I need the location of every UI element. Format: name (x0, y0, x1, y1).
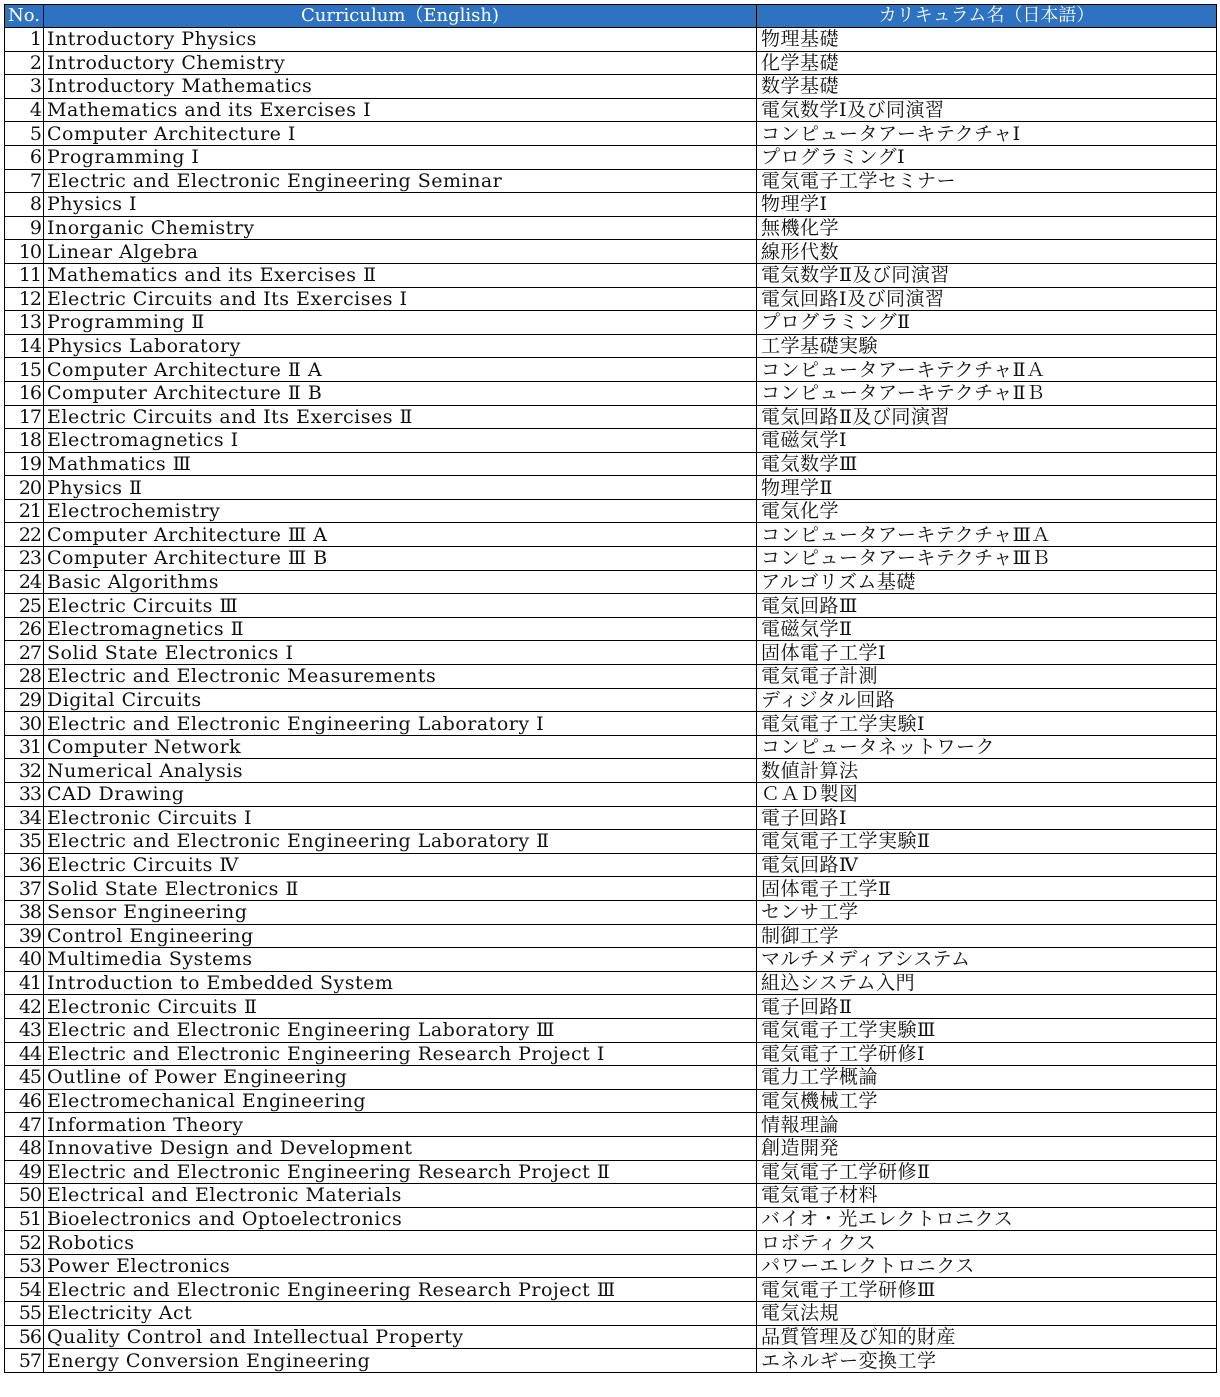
course-name-japanese: 情報理論 (757, 1113, 1217, 1137)
course-name-english: Electrochemistry (44, 499, 757, 523)
row-number: 46 (5, 1089, 44, 1113)
row-number: 20 (5, 476, 44, 500)
course-name-japanese: パワーエレクトロニクス (757, 1254, 1217, 1278)
course-name-japanese: 固体電子工学Ⅱ (757, 877, 1217, 901)
table-row (5, 1278, 1217, 1302)
table-row (5, 971, 1217, 995)
course-name-japanese: 組込システム入門 (757, 971, 1217, 995)
course-name-japanese: 化学基礎 (757, 51, 1217, 75)
table-row (5, 476, 1217, 500)
curriculum-table (4, 4, 1217, 1373)
course-name-japanese: アルゴリズム基礎 (757, 570, 1217, 594)
table-row (5, 1349, 1217, 1373)
course-name-japanese: 電子回路Ⅱ (757, 995, 1217, 1019)
row-number: 51 (5, 1207, 44, 1231)
table-row (5, 948, 1217, 972)
row-number: 4 (5, 98, 44, 122)
table-row (5, 452, 1217, 476)
row-number: 32 (5, 759, 44, 783)
course-name-japanese: コンピュータアーキテクチャⅡＢ (757, 381, 1217, 405)
table-row (5, 1018, 1217, 1042)
course-name-english: Power Electronics (44, 1254, 757, 1278)
course-name-japanese: 電気法規 (757, 1302, 1217, 1326)
table-row (5, 334, 1217, 358)
table-row (5, 759, 1217, 783)
table-row (5, 311, 1217, 335)
course-name-english: Robotics (44, 1231, 757, 1255)
course-name-japanese: 電気電子材料 (757, 1184, 1217, 1208)
table-row (5, 1207, 1217, 1231)
row-number: 26 (5, 617, 44, 641)
row-number: 54 (5, 1278, 44, 1302)
row-number: 30 (5, 712, 44, 736)
course-name-english: Mathematics and its Exercises Ⅰ (44, 98, 757, 122)
row-number: 45 (5, 1066, 44, 1090)
row-number: 25 (5, 594, 44, 618)
course-name-japanese: コンピュータネットワーク (757, 735, 1217, 759)
row-number: 33 (5, 783, 44, 807)
row-number: 29 (5, 688, 44, 712)
row-number: 47 (5, 1113, 44, 1137)
table-row (5, 1184, 1217, 1208)
course-name-english: Programming Ⅱ (44, 311, 757, 335)
table-row (5, 75, 1217, 99)
row-number: 41 (5, 971, 44, 995)
table-row (5, 1231, 1217, 1255)
course-name-japanese: 電気数学Ⅱ及び同演習 (757, 263, 1217, 287)
course-name-english: Computer Architecture Ⅱ A (44, 358, 757, 382)
course-name-english: Electric and Electronic Engineering Research Project Ⅲ (44, 1278, 757, 1302)
table-row (5, 145, 1217, 169)
row-number: 52 (5, 1231, 44, 1255)
course-name-english: Electronic Circuits Ⅱ (44, 995, 757, 1019)
row-number: 27 (5, 641, 44, 665)
table-row (5, 547, 1217, 571)
row-number: 53 (5, 1254, 44, 1278)
course-name-japanese: 数学基礎 (757, 75, 1217, 99)
course-name-japanese: 制御工学 (757, 924, 1217, 948)
course-name-english: Basic Algorithms (44, 570, 757, 594)
course-name-english: Computer Network (44, 735, 757, 759)
header-row (5, 5, 1217, 28)
row-number: 50 (5, 1184, 44, 1208)
course-name-japanese: 電気電子工学研修Ⅲ (757, 1278, 1217, 1302)
course-name-english: Electric and Electronic Engineering Research Project Ⅱ (44, 1160, 757, 1184)
table-row (5, 499, 1217, 523)
course-name-japanese: 工学基礎実験 (757, 334, 1217, 358)
table-row (5, 641, 1217, 665)
course-name-english: Innovative Design and Development (44, 1136, 757, 1160)
table-row (5, 287, 1217, 311)
course-name-english: Programming Ⅰ (44, 145, 757, 169)
table-row (5, 1042, 1217, 1066)
course-name-english: Computer Architecture Ⅰ (44, 122, 757, 146)
course-name-english: Electromechanical Engineering (44, 1089, 757, 1113)
row-number: 18 (5, 429, 44, 453)
table-body (5, 28, 1217, 1373)
course-name-english: Computer Architecture Ⅱ B (44, 381, 757, 405)
row-number: 9 (5, 216, 44, 240)
table-row (5, 853, 1217, 877)
table-row (5, 1325, 1217, 1349)
row-number: 6 (5, 145, 44, 169)
table-row (5, 1066, 1217, 1090)
table-row (5, 783, 1217, 807)
row-number: 7 (5, 169, 44, 193)
course-name-japanese: 品質管理及び知的財産 (757, 1325, 1217, 1349)
course-name-english: Electric and Electronic Engineering Laboratory Ⅲ (44, 1018, 757, 1042)
course-name-english: Computer Architecture Ⅲ A (44, 523, 757, 547)
course-name-english: Quality Control and Intellectual Property (44, 1325, 757, 1349)
row-number: 49 (5, 1160, 44, 1184)
row-number: 28 (5, 665, 44, 689)
course-name-english: Computer Architecture Ⅲ B (44, 547, 757, 571)
course-name-japanese: コンピュータアーキテクチャⅢＢ (757, 547, 1217, 571)
course-name-english: Physics Ⅰ (44, 193, 757, 217)
row-number: 19 (5, 452, 44, 476)
row-number: 1 (5, 28, 44, 52)
table-row (5, 28, 1217, 52)
course-name-japanese: コンピュータアーキテクチャⅢＡ (757, 523, 1217, 547)
row-number: 12 (5, 287, 44, 311)
course-name-japanese: ＣＡＤ製図 (757, 783, 1217, 807)
table-row (5, 995, 1217, 1019)
table-row (5, 429, 1217, 453)
course-name-english: Energy Conversion Engineering (44, 1349, 757, 1373)
row-number: 42 (5, 995, 44, 1019)
table-row (5, 688, 1217, 712)
course-name-english: Electric Circuits Ⅳ (44, 853, 757, 877)
row-number: 21 (5, 499, 44, 523)
course-name-japanese: 電気電子工学実験Ⅱ (757, 830, 1217, 854)
row-number: 57 (5, 1349, 44, 1373)
header-no: No. (5, 5, 44, 28)
table-row (5, 806, 1217, 830)
course-name-english: Electricity Act (44, 1302, 757, 1326)
row-number: 31 (5, 735, 44, 759)
course-name-english: Mathmatics Ⅲ (44, 452, 757, 476)
course-name-english: Solid State Electronics Ⅰ (44, 641, 757, 665)
row-number: 13 (5, 311, 44, 335)
course-name-japanese: 固体電子工学Ⅰ (757, 641, 1217, 665)
row-number: 48 (5, 1136, 44, 1160)
table-row (5, 830, 1217, 854)
course-name-english: Introductory Mathematics (44, 75, 757, 99)
table-row (5, 1302, 1217, 1326)
course-name-english: Bioelectronics and Optoelectronics (44, 1207, 757, 1231)
course-name-japanese: 物理学Ⅱ (757, 476, 1217, 500)
row-number: 22 (5, 523, 44, 547)
course-name-english: Linear Algebra (44, 240, 757, 264)
course-name-english: Electromagnetics Ⅱ (44, 617, 757, 641)
course-name-english: Electric and Electronic Engineering Seminar (44, 169, 757, 193)
table-row (5, 216, 1217, 240)
table-row (5, 263, 1217, 287)
table-row (5, 617, 1217, 641)
course-name-japanese: 電力工学概論 (757, 1066, 1217, 1090)
table-row (5, 665, 1217, 689)
course-name-japanese: 電気電子工学研修Ⅱ (757, 1160, 1217, 1184)
row-number: 14 (5, 334, 44, 358)
course-name-japanese: 創造開発 (757, 1136, 1217, 1160)
course-name-english: Electric and Electronic Measurements (44, 665, 757, 689)
row-number: 44 (5, 1042, 44, 1066)
course-name-japanese: 無機化学 (757, 216, 1217, 240)
course-name-english: Physics Laboratory (44, 334, 757, 358)
row-number: 8 (5, 193, 44, 217)
row-number: 43 (5, 1018, 44, 1042)
course-name-english: Electromagnetics Ⅰ (44, 429, 757, 453)
row-number: 23 (5, 547, 44, 571)
table-row (5, 358, 1217, 382)
course-name-japanese: 電気電子工学セミナー (757, 169, 1217, 193)
row-number: 15 (5, 358, 44, 382)
row-number: 37 (5, 877, 44, 901)
course-name-english: Electronic Circuits Ⅰ (44, 806, 757, 830)
course-name-english: Electric and Electronic Engineering Research Project Ⅰ (44, 1042, 757, 1066)
course-name-english: Electric Circuits and Its Exercises Ⅱ (44, 405, 757, 429)
header-english: Curriculum（English) (44, 5, 757, 28)
course-name-japanese: 電気回路Ⅰ及び同演習 (757, 287, 1217, 311)
course-name-english: Electrical and Electronic Materials (44, 1184, 757, 1208)
course-name-japanese: 電気回路Ⅲ (757, 594, 1217, 618)
course-name-japanese: コンピュータアーキテクチャⅠ (757, 122, 1217, 146)
row-number: 17 (5, 405, 44, 429)
course-name-japanese: 電気数学Ⅰ及び同演習 (757, 98, 1217, 122)
row-number: 35 (5, 830, 44, 854)
table-row (5, 381, 1217, 405)
course-name-japanese: 電気回路Ⅳ (757, 853, 1217, 877)
row-number: 40 (5, 948, 44, 972)
course-name-english: Introduction to Embedded System (44, 971, 757, 995)
course-name-japanese: バイオ・光エレクトロニクス (757, 1207, 1217, 1231)
course-name-japanese: 電気化学 (757, 499, 1217, 523)
course-name-english: Sensor Engineering (44, 900, 757, 924)
table-row (5, 193, 1217, 217)
table-row (5, 1113, 1217, 1137)
course-name-english: Mathematics and its Exercises Ⅱ (44, 263, 757, 287)
course-name-english: Numerical Analysis (44, 759, 757, 783)
row-number: 55 (5, 1302, 44, 1326)
course-name-japanese: ディジタル回路 (757, 688, 1217, 712)
row-number: 11 (5, 263, 44, 287)
course-name-japanese: 数値計算法 (757, 759, 1217, 783)
course-name-japanese: 電子回路Ⅰ (757, 806, 1217, 830)
table-row (5, 122, 1217, 146)
table-row (5, 1136, 1217, 1160)
row-number: 56 (5, 1325, 44, 1349)
table-row (5, 169, 1217, 193)
course-name-english: Electric Circuits and Its Exercises Ⅰ (44, 287, 757, 311)
table-row (5, 405, 1217, 429)
table-row (5, 594, 1217, 618)
course-name-japanese: センサ工学 (757, 900, 1217, 924)
course-name-japanese: 電気電子計測 (757, 665, 1217, 689)
row-number: 34 (5, 806, 44, 830)
course-name-japanese: エネルギー変換工学 (757, 1349, 1217, 1373)
course-name-english: Solid State Electronics Ⅱ (44, 877, 757, 901)
row-number: 5 (5, 122, 44, 146)
course-name-english: Digital Circuits (44, 688, 757, 712)
row-number: 24 (5, 570, 44, 594)
header-japanese: カリキュラム名（日本語） (757, 5, 1217, 28)
table-row (5, 900, 1217, 924)
course-name-english: Information Theory (44, 1113, 757, 1137)
row-number: 3 (5, 75, 44, 99)
course-name-english: Introductory Physics (44, 28, 757, 52)
course-name-english: Outline of Power Engineering (44, 1066, 757, 1090)
row-number: 2 (5, 51, 44, 75)
table-row (5, 570, 1217, 594)
course-name-english: Electric Circuits Ⅲ (44, 594, 757, 618)
row-number: 36 (5, 853, 44, 877)
table-row (5, 240, 1217, 264)
course-name-japanese: 物理学Ⅰ (757, 193, 1217, 217)
table-header (5, 5, 1217, 28)
table-row (5, 924, 1217, 948)
course-name-japanese: 物理基礎 (757, 28, 1217, 52)
course-name-japanese: 電磁気学Ⅱ (757, 617, 1217, 641)
course-name-english: Physics Ⅱ (44, 476, 757, 500)
course-name-japanese: 電気電子工学実験Ⅲ (757, 1018, 1217, 1042)
table-row (5, 1089, 1217, 1113)
course-name-english: Control Engineering (44, 924, 757, 948)
row-number: 38 (5, 900, 44, 924)
course-name-english: Introductory Chemistry (44, 51, 757, 75)
course-name-japanese: 線形代数 (757, 240, 1217, 264)
table-row (5, 877, 1217, 901)
course-name-japanese: ロボティクス (757, 1231, 1217, 1255)
course-name-english: CAD Drawing (44, 783, 757, 807)
table-row (5, 1160, 1217, 1184)
course-name-japanese: コンピュータアーキテクチャⅡＡ (757, 358, 1217, 382)
course-name-japanese: 電気回路Ⅱ及び同演習 (757, 405, 1217, 429)
course-name-japanese: 電磁気学Ⅰ (757, 429, 1217, 453)
row-number: 16 (5, 381, 44, 405)
course-name-english: Multimedia Systems (44, 948, 757, 972)
table-row (5, 1254, 1217, 1278)
course-name-japanese: 電気機械工学 (757, 1089, 1217, 1113)
course-name-english: Electric and Electronic Engineering Laboratory Ⅱ (44, 830, 757, 854)
course-name-japanese: プログラミングⅠ (757, 145, 1217, 169)
table-row (5, 51, 1217, 75)
course-name-english: Inorganic Chemistry (44, 216, 757, 240)
row-number: 39 (5, 924, 44, 948)
row-number: 10 (5, 240, 44, 264)
table-row (5, 712, 1217, 736)
course-name-japanese: 電気電子工学研修Ⅰ (757, 1042, 1217, 1066)
course-name-japanese: 電気電子工学実験Ⅰ (757, 712, 1217, 736)
table-row (5, 98, 1217, 122)
table-row (5, 735, 1217, 759)
course-name-japanese: プログラミングⅡ (757, 311, 1217, 335)
course-name-japanese: マルチメディアシステム (757, 948, 1217, 972)
table-row (5, 523, 1217, 547)
course-name-japanese: 電気数学Ⅲ (757, 452, 1217, 476)
course-name-english: Electric and Electronic Engineering Laboratory Ⅰ (44, 712, 757, 736)
